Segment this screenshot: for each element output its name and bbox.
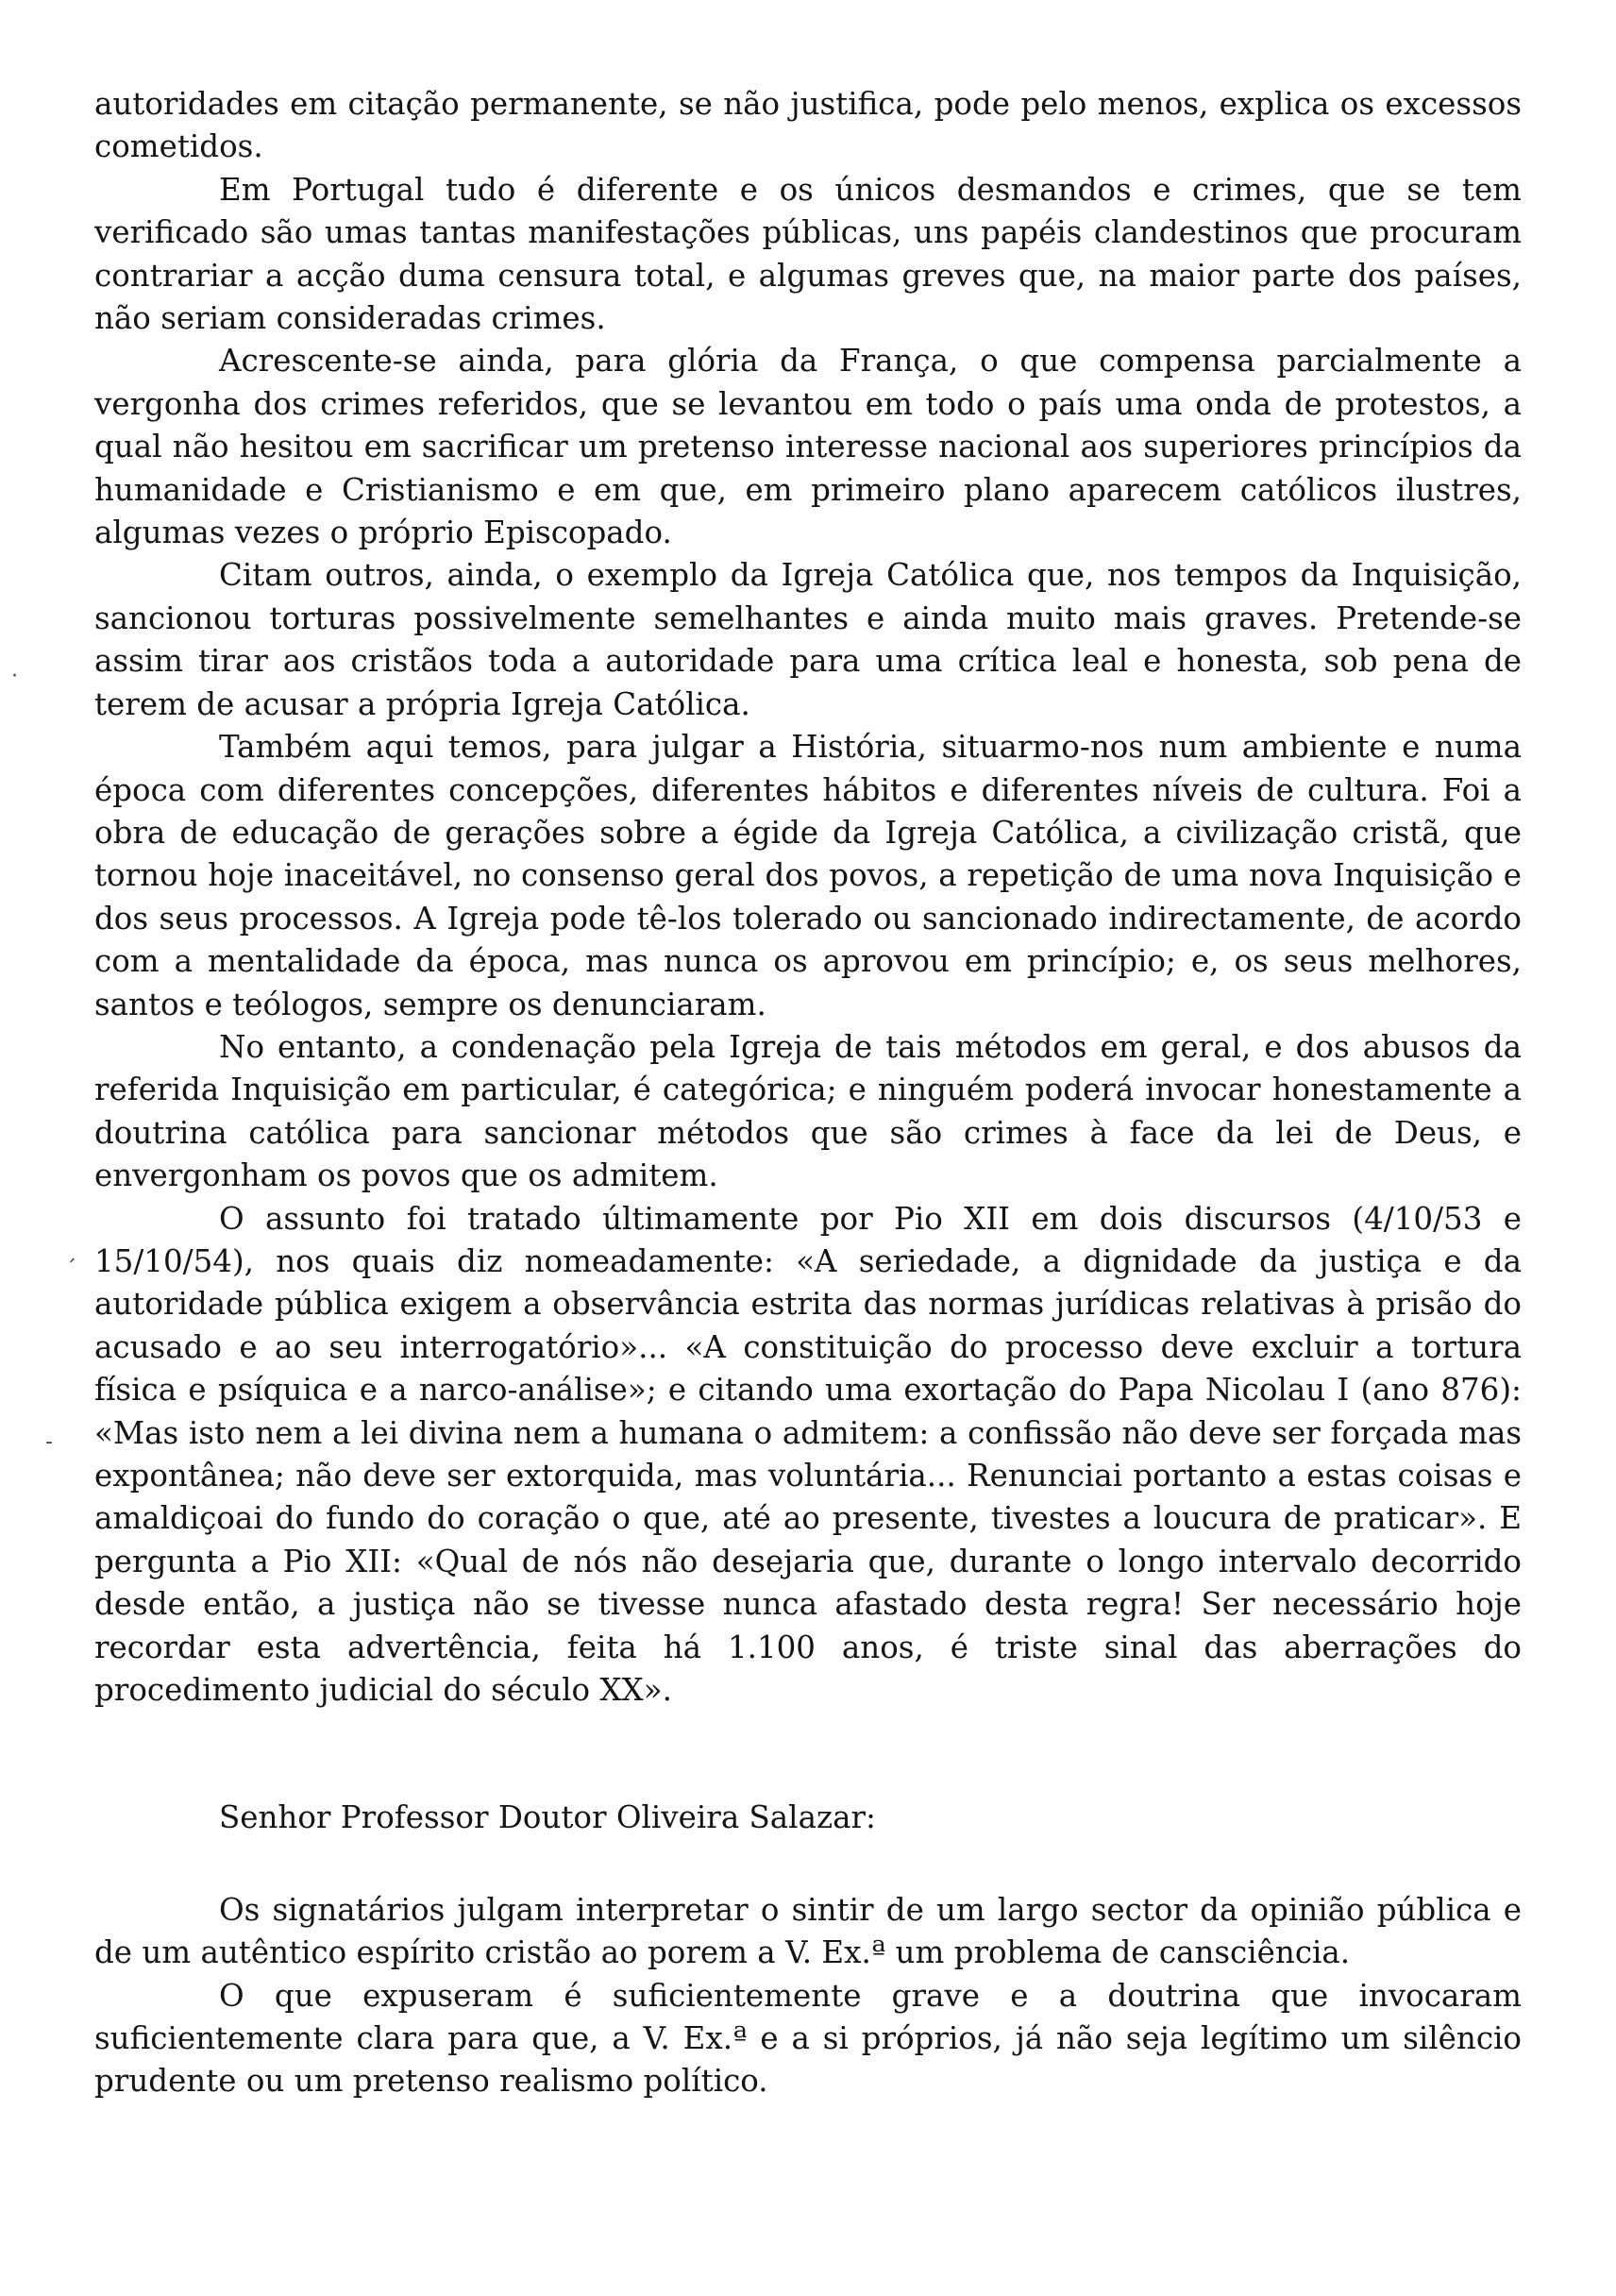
document-page: [94, 83, 1522, 2103]
spacer: [94, 1840, 1522, 1889]
paragraph-continuation: autoridades em citação permanente, se não justifica, pode pelo menos, explica os excessos cometidos.: [94, 86, 1522, 165]
paragraph-condenacao: No entanto, a condenação pela Igreja de tais métodos em geral, e dos abusos da referida Inquisição em particular, é categórica; e ninguém poderá invocar honestamente a doutrina católica para sancionar métodos que são crimes à face da lei de Deus, e envergonham os povos que os admitem.: [94, 1028, 1522, 1194]
margin-speck-left-2: ´: [66, 1258, 76, 1281]
margin-speck-left-1: ·: [11, 665, 18, 688]
paragraph-portugal: Em Portugal tudo é diferente e os únicos desmandos e crimes, que se tem verificado são umas tantas manifestações públicas, uns papéis clandestinos que procuram contrariar a acção duma censura total, e algumas greves que, na maior parte dos países, não seriam consideradas crimes.: [94, 171, 1522, 337]
paragraph-signatarios: Os signatários julgam interpretar o sintir de um largo sector da opinião pública e de um autêntico espírito cristão ao porem a V. Ex.ª um problema de cansciência.: [94, 1891, 1522, 1971]
paragraph-conclusao: O que expuseram é suficientemente grave e a doutrina que invocaram suficientemente clara para que, a V. Ex.ª e a si próprios, já não seja legítimo um silêncio prudente ou um pretenso realismo político.: [94, 1977, 1522, 2100]
salutation: Senhor Professor Doutor Oliveira Salazar:: [219, 1799, 876, 1836]
paragraph-pio-xii: O assunto foi tratado últimamente por Pio XII em dois discursos (4/10/53 e 15/10/54), nos quais diz nomeadamente: «A seriedade, a dignidade da justiça e da autoridade pública exigem a observância estrita das normas jurídicas relativas à prisão do acusado e ao seu interrogatório»... «A constituição do processo deve excluir a tortura física e psíquica e a narco-análise»; e citando uma exortação do Papa Nicolau I (ano 876): «Mas isto nem a lei divina nem a humana o admitem: a confissão não deve ser forçada mas expontânea; não deve ser extorquida, mas voluntária... Renunciai portanto a estas coisas e amaldiçoai do fundo do coração o que, até ao presente, tivestes a loucura de praticar». E pergunta a Pio XII: «Qual de nós não desejaria que, durante o longo intervalo decorrido desde então, a justiça não se tivesse nunca afastado desta regra! Ser necessário hoje recordar esta advertência, feita há 1.100 anos, é triste sinal das aberrações do procedimento judicial do século XX».: [94, 1200, 1522, 1709]
margin-speck-left-3: -: [45, 1430, 53, 1454]
paragraph-historia: Também aqui temos, para julgar a História, situarmo-nos num ambiente e numa época com diferentes concepções, diferentes hábitos e diferentes níveis de cultura. Foi a obra de educação de gerações sobre a égide da Igreja Católica, a civilização cristã, que tornou hoje inaceitável, no consenso geral dos povos, a repetição de uma nova Inquisição e dos seus processos. A Igreja pode tê-los tolerado ou sancionado indirectamente, de acordo com a mentalidade da época, mas nunca os aprovou em princípio; e, os seus melhores, santos e teólogos, sempre os denunciaram.: [94, 729, 1522, 1022]
paragraph-franca: Acrescente-se ainda, para glória da França, o que compensa parcialmente a vergonha dos crimes referidos, que se levantou em todo o país uma onda de protestos, a qual não hesitou em sacrificar um pretenso interesse nacional aos superiores princípios da humanidade e Cristianismo e em que, em primeiro plano aparecem católicos ilustres, algumas vezes o próprio Episcopado.: [94, 343, 1522, 551]
paragraph-inquisicao: Citam outros, ainda, o exemplo da Igreja Católica que, nos tempos da Inquisição, sancionou torturas possivelmente semelhantes e ainda muito mais graves. Pretende-se assim tirar aos cristãos toda a autoridade para uma crítica leal e honesta, sob pena de terem de acusar a própria Igreja Católica.: [94, 557, 1522, 722]
